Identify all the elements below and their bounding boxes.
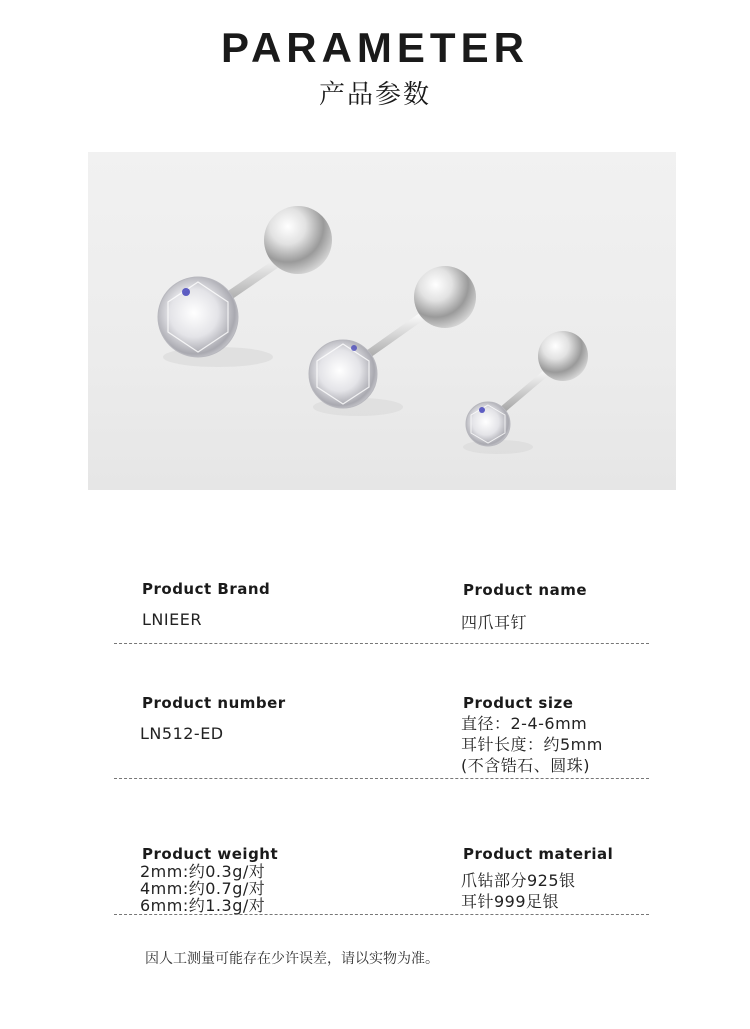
weight-value (140, 863, 265, 914)
page-title: PARAMETER (221, 24, 529, 71)
size-line-pin-length: 耳针长度：约5mm (461, 735, 603, 754)
divider-1 (114, 643, 649, 644)
footer-note: 因人工测量可能存在少许误差，请以实物为准。 (145, 951, 439, 967)
earring-medium (309, 266, 476, 416)
material-line-pin: 耳针999足银 (461, 892, 560, 911)
size-value (461, 713, 603, 776)
number-value: LN512-ED (140, 724, 224, 743)
weight-line-2mm: 2mm:约0.3g/对 (140, 862, 266, 881)
weight-line-6mm: 6mm:约1.3g/对 (140, 896, 266, 915)
name-label: Product name (463, 581, 588, 599)
name-value: 四爪耳钉 (461, 613, 528, 632)
material-line-claw: 爪钻部分925银 (461, 871, 576, 890)
product-photo (88, 152, 676, 490)
material-value (461, 870, 576, 912)
brand-label: Product Brand (142, 580, 271, 598)
size-line-note: (不含锆石、圆珠) (461, 756, 590, 775)
brand-value: LNIEER (142, 610, 202, 629)
number-label: Product number (142, 694, 286, 712)
material-label: Product material (463, 845, 614, 863)
divider-2 (114, 778, 649, 779)
earring-small (463, 331, 588, 454)
earring-large (158, 206, 332, 367)
size-line-diameter: 直径：2-4-6mm (461, 714, 588, 733)
weight-line-4mm: 4mm:约0.7g/对 (140, 879, 266, 898)
divider-3 (114, 914, 649, 915)
page-subtitle: 产品参数 (318, 80, 431, 110)
weight-label: Product weight (142, 845, 279, 863)
size-label: Product size (463, 694, 574, 712)
